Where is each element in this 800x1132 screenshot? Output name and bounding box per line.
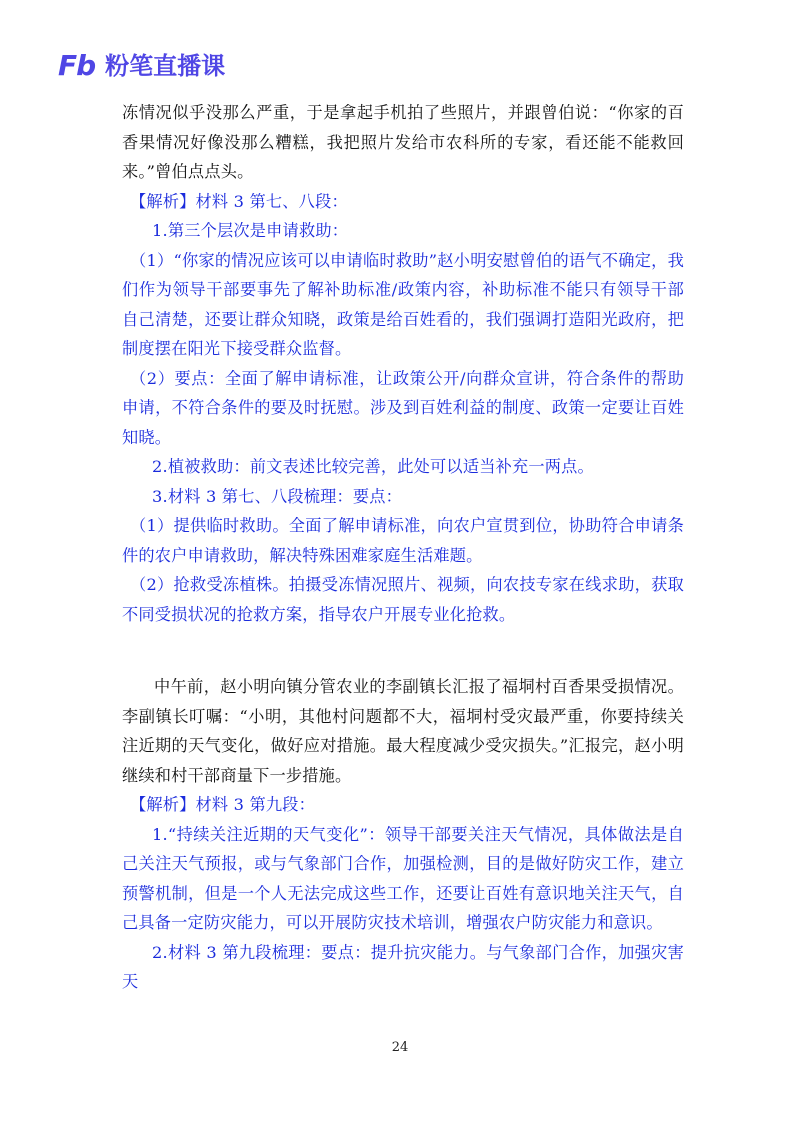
page-number: 24: [391, 1040, 409, 1055]
analysis-label: 【解析】材料 3 第九段：: [130, 795, 316, 814]
analysis-subpoint: （2）抢救受冻植株。拍摄受冻情况照片、视频，向农技专家在线求助，获取不同受损状况的抢救方案，指导农户开展专业化抢救。: [122, 575, 684, 624]
analysis-point: 2.植被救助：前文表述比较完善，此处可以适当补充一两点。: [152, 457, 594, 476]
section-gap: [122, 629, 684, 672]
document-body: [122, 98, 684, 997]
brand-name: 粉笔直播课: [105, 52, 226, 80]
analysis-point: 3.材料 3 第七、八段梳理：要点：: [152, 486, 403, 506]
analysis-subpoint: （1）“你家的情况应该可以申请临时救助”赵小明安慰曾伯的语气不确定，我们作为领导干部要事先了解补助标准/政策内容，补助标准不能只有领导干部自己清楚，还要让群众知晓，政策是给百姓看的，我们强调打造阳光政府，把制度摆在阳光下接受群众监督。: [122, 250, 684, 358]
analysis-point: 1.“持续关注近期的天气变化”：领导干部要关注天气情况，具体做法是自己关注天气预报，或与气象部门合作，加强检测，目的是做好防灾工作，建立预警机制，但是一个人无法完成这些工作，还要让百姓有意识地关注天气，自己具备一定防灾能力，可以开展防灾技术培训，增强农户防灾能力和意识。: [122, 824, 684, 932]
analysis-subpoint: （1）提供临时救助。全面了解申请标准，向农户宣贯到位，协助符合申请条件的农户申请救助，解决特殊困难家庭生活难题。: [122, 516, 684, 565]
paragraph-story: 中午前，赵小明向镇分管农业的李副镇长汇报了福垌村百香果受损情况。李副镇长叮嘱：“小明，其他村问题都不大，福垌村受灾最严重，你要持续关注近期的天气变化，做好应对措施。最大程度减少受灾损失。”汇报完，赵小明继续和村干部商量下一步措施。: [122, 677, 684, 785]
analysis-subpoint: （2）要点：全面了解申请标准，让政策公开/向群众宣讲，符合条件的帮助申请，不符合条件的要及时抚慰。涉及到百姓利益的制度、政策一定要让百姓知晓。: [122, 368, 684, 447]
analysis-point: 2.材料 3 第九段梳理：要点：提升抗灾能力。与气象部门合作，加强灾害天: [122, 942, 684, 991]
fb-logo-icon: Fb: [58, 49, 96, 82]
analysis-label: 【解析】材料 3 第七、八段：: [130, 191, 348, 211]
analysis-point: 1.第三个层次是申请救助：: [152, 221, 349, 240]
brand-logo: [58, 49, 226, 82]
paragraph-story-continued: 冻情况似乎没那么严重，于是拿起手机拍了些照片，并跟曾伯说：“你家的百香果情况好像没那么糟糕，我把照片发给市农科所的专家，看还能不能救回来。”曾伯点点头。: [122, 103, 684, 181]
